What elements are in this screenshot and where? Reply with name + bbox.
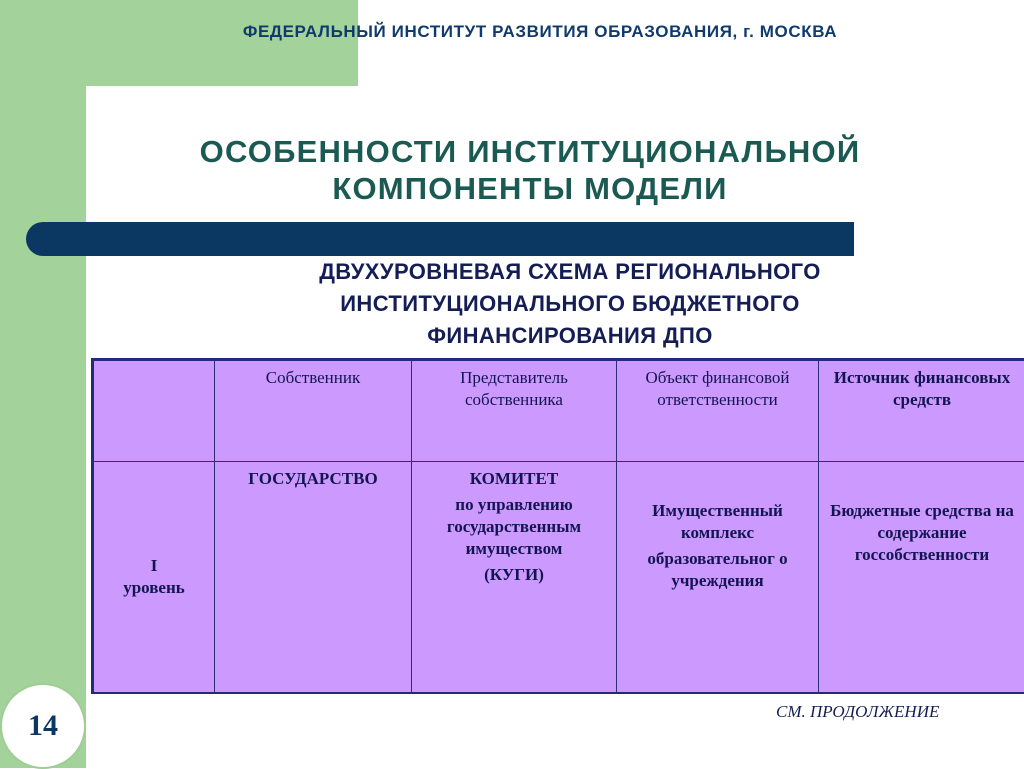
header-level (93, 360, 215, 462)
rep-title: КОМИТЕТ (416, 468, 612, 490)
header-source: Источник финансовых средств (819, 360, 1024, 462)
rep-abbreviation: (КУГИ) (416, 564, 612, 586)
cell-representative (412, 462, 617, 694)
level-word: уровень (98, 577, 210, 599)
cell-owner: ГОСУДАРСТВО (215, 462, 412, 694)
page-number-badge: 14 (0, 683, 86, 769)
slide-title-line-2: КОМПОНЕНТЫ МОДЕЛИ (100, 170, 960, 207)
object-line-2: образовательног о учреждения (621, 548, 814, 592)
subtitle-line-2: ИНСТИТУЦИОНАЛЬНОГО БЮДЖЕТНОГО (190, 288, 950, 320)
slide-title (100, 133, 960, 207)
continuation-note: СМ. ПРОДОЛЖЕНИЕ (700, 702, 1024, 722)
cell-source: Бюджетные средства на содержание госсобственности (819, 462, 1024, 694)
navy-divider-bar (26, 222, 854, 256)
slide-title-line-1: ОСОБЕННОСТИ ИНСТИТУЦИОНАЛЬНОЙ (100, 133, 960, 170)
level-numeral: I (98, 555, 210, 577)
subtitle-line-1: ДВУХУРОВНЕВАЯ СХЕМА РЕГИОНАЛЬНОГО (190, 256, 950, 288)
top-green-band (0, 0, 358, 86)
financing-scheme-table (91, 358, 1024, 694)
header-representative: Представитель собственника (412, 360, 617, 462)
object-line-1: Имущественный комплекс (621, 500, 814, 544)
table-row (93, 462, 1024, 694)
left-green-band (0, 0, 86, 768)
header-owner: Собственник (215, 360, 412, 462)
cell-level (93, 462, 215, 694)
subtitle-line-3: ФИНАНСИРОВАНИЯ ДПО (190, 320, 950, 352)
rep-description: по управлению государственным имуществом (416, 494, 612, 560)
slide-subtitle (190, 256, 950, 352)
institute-header: ФЕДЕРАЛЬНЫЙ ИНСТИТУТ РАЗВИТИЯ ОБРАЗОВАНИЯ, г. МОСКВА (160, 22, 920, 42)
cell-object (617, 462, 819, 694)
table-header-row (93, 360, 1024, 462)
header-object: Объект финансовой ответственности (617, 360, 819, 462)
